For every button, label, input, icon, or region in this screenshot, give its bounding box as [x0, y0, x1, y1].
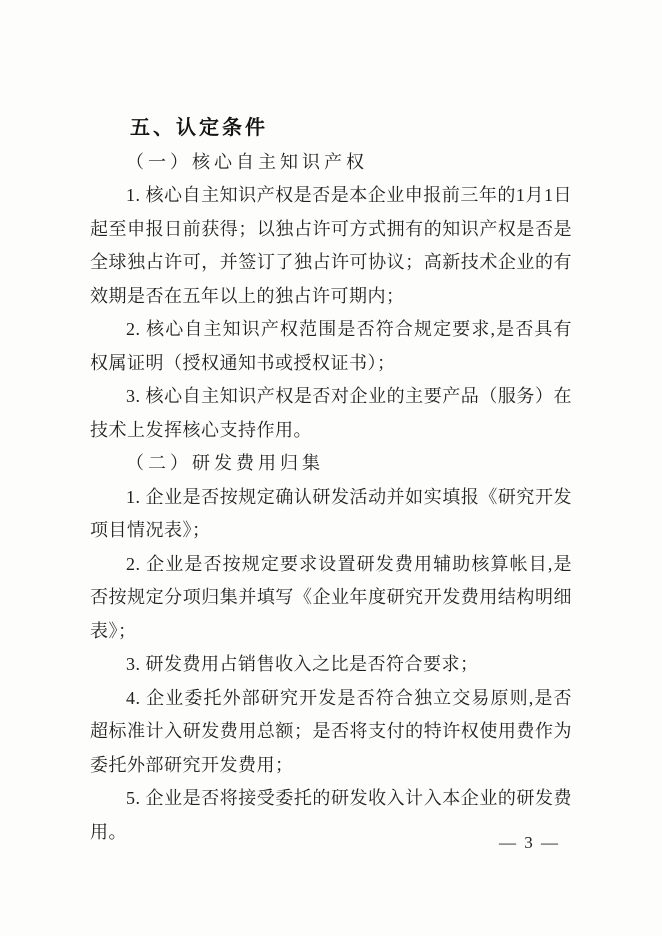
- paragraph-core-ip-item-1: 1. 核心自主知识产权是否是本企业申报前三年的1月1日起至申报日前获得；以独占许可方式拥有的知识产权是否是全球独占许可，并签订了独占许可协议；高新技术企业的有效期是否在五年以上的独占许可期内；: [90, 185, 572, 306]
- paragraph-core-ip-item-3: 3. 核心自主知识产权是否对企业的主要产品（服务）在技术上发挥核心支持作用。: [90, 386, 572, 440]
- subsection-title-rd-expense: （二）研发费用归集: [126, 453, 324, 473]
- paragraph-rd-expense-item-1: 1. 企业是否按规定确认研发活动并如实填报《研究开发项目情况表》；: [90, 486, 572, 540]
- paragraph-core-ip-item-2: 2. 核心自主知识产权范围是否符合规定要求,是否具有权属证明（授权通知书或授权证书）；: [90, 319, 572, 373]
- paragraph-rd-expense-item-4: 4. 企业委托外部研究开发是否符合独立交易原则,是否超标准计入研发费用总额；是否将支付的特许权使用费作为委托外部研究开发费用；: [90, 687, 572, 775]
- paragraph-rd-expense-item-3: 3. 研发费用占销售收入之比是否符合要求；: [126, 654, 479, 674]
- document-body: [90, 112, 572, 849]
- paragraph-rd-expense-item-5: 5. 企业是否将接受委托的研发收入计入本企业的研发费用。: [90, 788, 572, 842]
- subsection-title-core-ip: （一）核心自主知识产权: [126, 151, 368, 172]
- section-heading-certification-conditions: 五、认定条件: [130, 117, 268, 139]
- page-number: — 3 —: [499, 833, 560, 852]
- paragraph-rd-expense-item-2: 2. 企业是否按规定要求设置研发费用辅助核算帐目,是否按规定分项归集并填写《企业年度研究开发费用结构明细表》；: [90, 553, 572, 641]
